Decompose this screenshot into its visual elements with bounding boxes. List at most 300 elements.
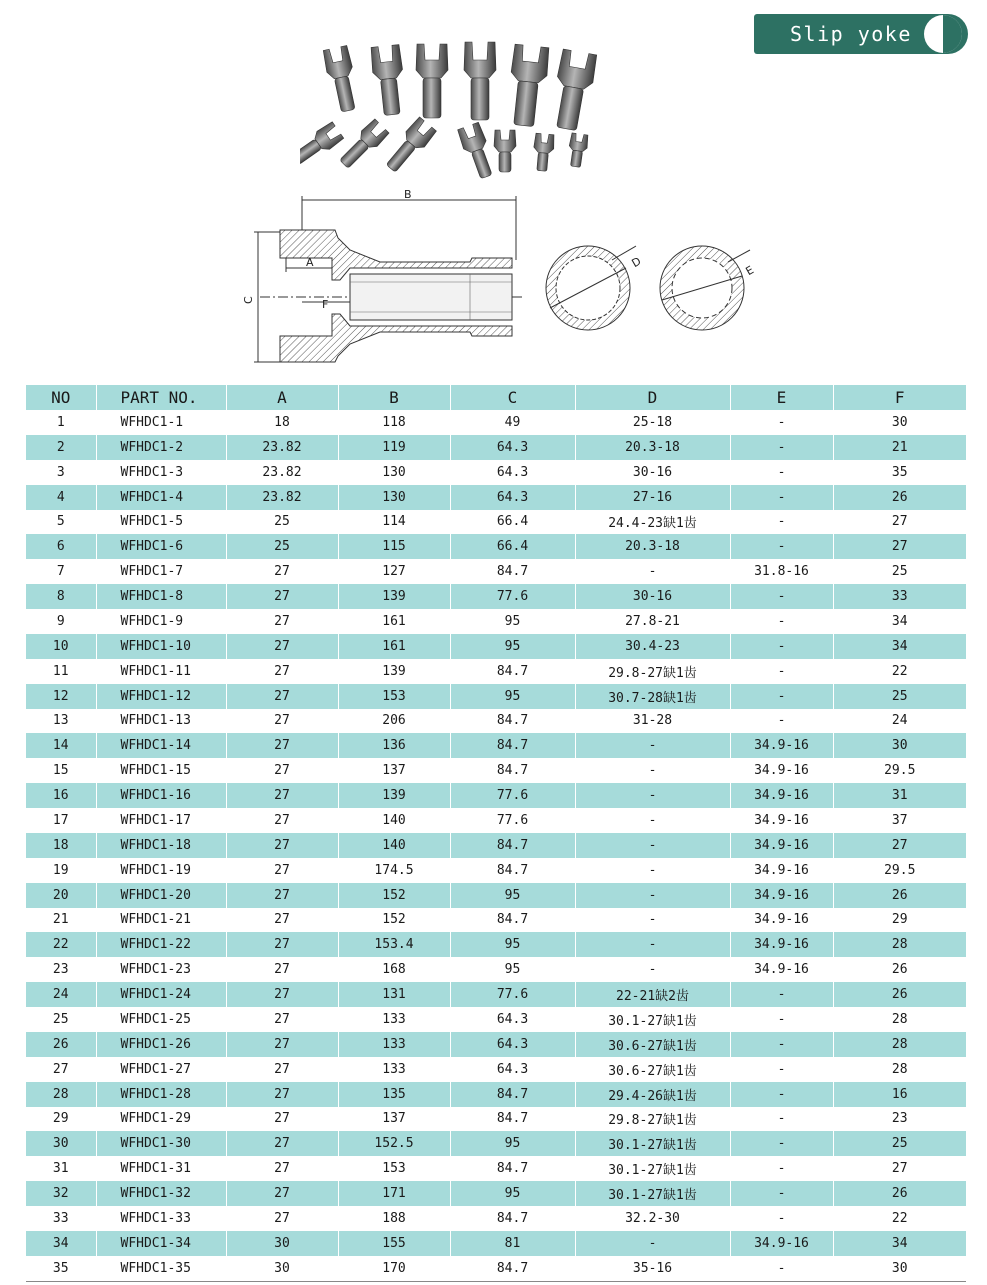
cell-no: 16 [26, 783, 96, 808]
cell-e: - [730, 1107, 833, 1132]
table-row [26, 1206, 966, 1231]
cell-b: 140 [338, 833, 450, 858]
cell-c: 64.3 [450, 1057, 575, 1082]
cell-d: 30.4-23 [575, 634, 730, 659]
cell-c: 66.4 [450, 510, 575, 535]
cell-c: 95 [450, 684, 575, 709]
cell-no: 30 [26, 1131, 96, 1156]
cell-c: 84.7 [450, 709, 575, 734]
cell-d: 20.3-18 [575, 534, 730, 559]
cell-d: 32.2-30 [575, 1206, 730, 1231]
cell-a: 27 [226, 609, 338, 634]
cell-a: 27 [226, 709, 338, 734]
cell-a: 30 [226, 1231, 338, 1256]
cell-no: 8 [26, 584, 96, 609]
cell-a: 27 [226, 1156, 338, 1181]
cell-b: 118 [338, 410, 450, 435]
table-row [26, 858, 966, 883]
cell-c: 77.6 [450, 783, 575, 808]
cell-a: 18 [226, 410, 338, 435]
cell-d: 24.4-23缺1齿 [575, 510, 730, 535]
table-row [26, 982, 966, 1007]
cell-b: 153.4 [338, 932, 450, 957]
cell-part-no: WFHDC1-9 [96, 609, 226, 634]
cell-c: 95 [450, 957, 575, 982]
table-body [26, 410, 966, 1281]
cell-e: 34.9-16 [730, 733, 833, 758]
cell-a: 27 [226, 908, 338, 933]
cell-d: - [575, 559, 730, 584]
cell-b: 136 [338, 733, 450, 758]
table-row [26, 485, 966, 510]
cell-f: 31 [833, 783, 966, 808]
cell-e: - [730, 1256, 833, 1281]
cell-f: 28 [833, 1057, 966, 1082]
cell-b: 130 [338, 485, 450, 510]
cell-no: 27 [26, 1057, 96, 1082]
cell-d: - [575, 758, 730, 783]
cell-c: 64.3 [450, 1007, 575, 1032]
cell-b: 152 [338, 908, 450, 933]
cell-c: 95 [450, 883, 575, 908]
cell-d: 30.1-27缺1齿 [575, 1181, 730, 1206]
cell-e: - [730, 584, 833, 609]
cell-part-no: WFHDC1-25 [96, 1007, 226, 1032]
table-row [26, 808, 966, 833]
cell-b: 137 [338, 758, 450, 783]
cell-c: 84.7 [450, 758, 575, 783]
cell-a: 27 [226, 634, 338, 659]
cell-no: 1 [26, 410, 96, 435]
cell-f: 34 [833, 609, 966, 634]
cell-c: 64.3 [450, 460, 575, 485]
cell-part-no: WFHDC1-34 [96, 1231, 226, 1256]
cell-b: 168 [338, 957, 450, 982]
table-row [26, 1131, 966, 1156]
header-no: NO [26, 385, 96, 410]
cell-part-no: WFHDC1-23 [96, 957, 226, 982]
cell-e: - [730, 1131, 833, 1156]
cell-a: 27 [226, 1206, 338, 1231]
cell-c: 77.6 [450, 808, 575, 833]
cell-d: - [575, 957, 730, 982]
cell-c: 84.7 [450, 833, 575, 858]
cell-part-no: WFHDC1-29 [96, 1107, 226, 1132]
table-row [26, 1156, 966, 1181]
cell-e: - [730, 510, 833, 535]
header-part-no: PART NO. [96, 385, 226, 410]
cell-e: 31.8-16 [730, 559, 833, 584]
cell-d: - [575, 883, 730, 908]
cell-part-no: WFHDC1-17 [96, 808, 226, 833]
cell-f: 28 [833, 1032, 966, 1057]
cell-part-no: WFHDC1-30 [96, 1131, 226, 1156]
cell-f: 25 [833, 1131, 966, 1156]
cell-b: 133 [338, 1057, 450, 1082]
cell-f: 23 [833, 1107, 966, 1132]
cell-part-no: WFHDC1-32 [96, 1181, 226, 1206]
cell-part-no: WFHDC1-33 [96, 1206, 226, 1231]
cell-no: 28 [26, 1082, 96, 1107]
cell-part-no: WFHDC1-31 [96, 1156, 226, 1181]
cell-a: 27 [226, 684, 338, 709]
table-row [26, 559, 966, 584]
cell-f: 29 [833, 908, 966, 933]
cell-a: 27 [226, 758, 338, 783]
cell-e: - [730, 982, 833, 1007]
cell-f: 26 [833, 485, 966, 510]
cell-b: 137 [338, 1107, 450, 1132]
cell-d: 30.1-27缺1齿 [575, 1131, 730, 1156]
cell-d: 29.4-26缺1齿 [575, 1082, 730, 1107]
cell-a: 27 [226, 733, 338, 758]
cell-d: - [575, 833, 730, 858]
cell-b: 174.5 [338, 858, 450, 883]
dim-label-d: D [629, 254, 644, 271]
cell-b: 139 [338, 659, 450, 684]
cell-f: 34 [833, 1231, 966, 1256]
cell-part-no: WFHDC1-13 [96, 709, 226, 734]
cell-b: 152.5 [338, 1131, 450, 1156]
technical-drawing [240, 190, 780, 375]
cell-b: 188 [338, 1206, 450, 1231]
table-row [26, 460, 966, 485]
cell-a: 27 [226, 783, 338, 808]
cell-c: 84.7 [450, 1082, 575, 1107]
cell-b: 153 [338, 1156, 450, 1181]
cell-a: 25 [226, 534, 338, 559]
cell-part-no: WFHDC1-2 [96, 435, 226, 460]
cell-f: 27 [833, 833, 966, 858]
cell-c: 77.6 [450, 584, 575, 609]
cell-a: 27 [226, 982, 338, 1007]
cell-no: 17 [26, 808, 96, 833]
cell-e: - [730, 1057, 833, 1082]
cell-f: 22 [833, 659, 966, 684]
table-row [26, 1057, 966, 1082]
cell-f: 24 [833, 709, 966, 734]
cell-no: 10 [26, 634, 96, 659]
cell-e: - [730, 435, 833, 460]
cell-a: 27 [226, 1032, 338, 1057]
cell-part-no: WFHDC1-12 [96, 684, 226, 709]
table-row [26, 1032, 966, 1057]
cell-f: 26 [833, 982, 966, 1007]
cell-f: 26 [833, 1181, 966, 1206]
table-row [26, 1256, 966, 1281]
cell-part-no: WFHDC1-7 [96, 559, 226, 584]
product-photo [300, 38, 610, 188]
cell-c: 95 [450, 1131, 575, 1156]
cell-c: 84.7 [450, 659, 575, 684]
table-row [26, 908, 966, 933]
cell-d: 30-16 [575, 584, 730, 609]
half-circle-icon [924, 15, 962, 53]
cell-no: 5 [26, 510, 96, 535]
cell-b: 130 [338, 460, 450, 485]
cell-e: 34.9-16 [730, 883, 833, 908]
cell-a: 27 [226, 584, 338, 609]
cell-c: 64.3 [450, 435, 575, 460]
cell-e: - [730, 1032, 833, 1057]
header-a: A [226, 385, 338, 410]
table-header-row [26, 385, 966, 410]
cell-e: - [730, 460, 833, 485]
cell-no: 12 [26, 684, 96, 709]
cell-part-no: WFHDC1-22 [96, 932, 226, 957]
cell-no: 26 [26, 1032, 96, 1057]
table-row [26, 932, 966, 957]
cell-no: 13 [26, 709, 96, 734]
cell-a: 25 [226, 510, 338, 535]
table-row [26, 957, 966, 982]
cell-e: 34.9-16 [730, 908, 833, 933]
cell-e: - [730, 534, 833, 559]
cell-a: 27 [226, 833, 338, 858]
cell-e: - [730, 609, 833, 634]
cell-c: 95 [450, 1181, 575, 1206]
cell-a: 30 [226, 1256, 338, 1281]
cell-f: 22 [833, 1206, 966, 1231]
cell-e: 34.9-16 [730, 758, 833, 783]
cell-d: 30.6-27缺1齿 [575, 1057, 730, 1082]
table-row [26, 1107, 966, 1132]
cell-c: 84.7 [450, 1206, 575, 1231]
table-row [26, 758, 966, 783]
cell-e: - [730, 634, 833, 659]
cell-no: 24 [26, 982, 96, 1007]
dim-label-a: A [306, 256, 314, 269]
cell-d: 25-18 [575, 410, 730, 435]
cell-f: 27 [833, 1156, 966, 1181]
cell-b: 114 [338, 510, 450, 535]
cell-a: 23.82 [226, 485, 338, 510]
cell-a: 27 [226, 1181, 338, 1206]
cell-part-no: WFHDC1-18 [96, 833, 226, 858]
cell-d: - [575, 858, 730, 883]
cell-b: 119 [338, 435, 450, 460]
cell-b: 133 [338, 1007, 450, 1032]
cell-no: 32 [26, 1181, 96, 1206]
cell-f: 30 [833, 410, 966, 435]
cell-no: 4 [26, 485, 96, 510]
cell-c: 84.7 [450, 559, 575, 584]
cell-c: 84.7 [450, 733, 575, 758]
cell-a: 27 [226, 1007, 338, 1032]
cell-d: 30-16 [575, 460, 730, 485]
cell-part-no: WFHDC1-21 [96, 908, 226, 933]
table-row [26, 659, 966, 684]
header-d: D [575, 385, 730, 410]
table-row [26, 584, 966, 609]
cell-no: 34 [26, 1231, 96, 1256]
cell-d: - [575, 783, 730, 808]
cell-no: 31 [26, 1156, 96, 1181]
cell-e: - [730, 485, 833, 510]
cell-b: 206 [338, 709, 450, 734]
cell-b: 139 [338, 783, 450, 808]
cell-d: 27.8-21 [575, 609, 730, 634]
cell-no: 20 [26, 883, 96, 908]
cell-c: 84.7 [450, 1156, 575, 1181]
cell-e: - [730, 659, 833, 684]
cell-f: 30 [833, 1256, 966, 1281]
cell-f: 25 [833, 684, 966, 709]
cell-f: 21 [833, 435, 966, 460]
cell-a: 27 [226, 808, 338, 833]
table-row [26, 609, 966, 634]
table-row [26, 1231, 966, 1256]
cell-d: 30.1-27缺1齿 [575, 1007, 730, 1032]
cell-d: - [575, 932, 730, 957]
cell-no: 11 [26, 659, 96, 684]
cell-part-no: WFHDC1-19 [96, 858, 226, 883]
cell-f: 29.5 [833, 758, 966, 783]
cell-a: 23.82 [226, 435, 338, 460]
cell-no: 14 [26, 733, 96, 758]
cell-no: 18 [26, 833, 96, 858]
table-row [26, 510, 966, 535]
table-row [26, 1082, 966, 1107]
header-c: C [450, 385, 575, 410]
cell-part-no: WFHDC1-16 [96, 783, 226, 808]
dim-label-e: E [743, 263, 757, 279]
cell-f: 26 [833, 957, 966, 982]
cell-a: 27 [226, 659, 338, 684]
cell-b: 171 [338, 1181, 450, 1206]
cell-b: 140 [338, 808, 450, 833]
cell-part-no: WFHDC1-26 [96, 1032, 226, 1057]
cell-part-no: WFHDC1-8 [96, 584, 226, 609]
cell-c: 84.7 [450, 1256, 575, 1281]
cell-d: 30.6-27缺1齿 [575, 1032, 730, 1057]
table-row [26, 435, 966, 460]
cell-f: 16 [833, 1082, 966, 1107]
cell-b: 155 [338, 1231, 450, 1256]
cell-b: 153 [338, 684, 450, 709]
cell-a: 27 [226, 1057, 338, 1082]
cell-no: 9 [26, 609, 96, 634]
table-row [26, 1007, 966, 1032]
cell-e: - [730, 684, 833, 709]
cell-b: 161 [338, 609, 450, 634]
cell-d: - [575, 808, 730, 833]
cell-d: 30.1-27缺1齿 [575, 1156, 730, 1181]
cell-no: 22 [26, 932, 96, 957]
cell-f: 28 [833, 932, 966, 957]
cell-d: 29.8-27缺1齿 [575, 659, 730, 684]
cell-d: 30.7-28缺1齿 [575, 684, 730, 709]
cell-no: 6 [26, 534, 96, 559]
table-row [26, 534, 966, 559]
cell-d: - [575, 908, 730, 933]
cell-part-no: WFHDC1-24 [96, 982, 226, 1007]
cell-c: 64.3 [450, 1032, 575, 1057]
cell-no: 3 [26, 460, 96, 485]
cell-b: 161 [338, 634, 450, 659]
cell-e: - [730, 1007, 833, 1032]
table-row [26, 733, 966, 758]
cell-part-no: WFHDC1-28 [96, 1082, 226, 1107]
cell-part-no: WFHDC1-15 [96, 758, 226, 783]
cell-e: 34.9-16 [730, 957, 833, 982]
cell-b: 133 [338, 1032, 450, 1057]
cell-f: 27 [833, 534, 966, 559]
spec-table [26, 385, 966, 1282]
cell-e: 34.9-16 [730, 808, 833, 833]
cell-d: 20.3-18 [575, 435, 730, 460]
cell-part-no: WFHDC1-4 [96, 485, 226, 510]
cell-a: 23.82 [226, 460, 338, 485]
cell-no: 2 [26, 435, 96, 460]
cell-d: 31-28 [575, 709, 730, 734]
cell-part-no: WFHDC1-3 [96, 460, 226, 485]
cell-part-no: WFHDC1-1 [96, 410, 226, 435]
cell-e: - [730, 1082, 833, 1107]
cell-d: 35-16 [575, 1256, 730, 1281]
cell-part-no: WFHDC1-35 [96, 1256, 226, 1281]
cell-b: 139 [338, 584, 450, 609]
cell-no: 29 [26, 1107, 96, 1132]
cell-no: 33 [26, 1206, 96, 1231]
cell-a: 27 [226, 858, 338, 883]
cell-part-no: WFHDC1-11 [96, 659, 226, 684]
cell-a: 27 [226, 957, 338, 982]
cell-no: 19 [26, 858, 96, 883]
cell-part-no: WFHDC1-20 [96, 883, 226, 908]
cell-c: 81 [450, 1231, 575, 1256]
cell-c: 95 [450, 609, 575, 634]
cell-f: 29.5 [833, 858, 966, 883]
cell-c: 84.7 [450, 1107, 575, 1132]
cell-d: 29.8-27缺1齿 [575, 1107, 730, 1132]
cell-b: 170 [338, 1256, 450, 1281]
cell-e: 34.9-16 [730, 932, 833, 957]
cell-c: 84.7 [450, 908, 575, 933]
header-b: B [338, 385, 450, 410]
cell-no: 35 [26, 1256, 96, 1281]
cell-c: 84.7 [450, 858, 575, 883]
cell-c: 66.4 [450, 534, 575, 559]
table-row [26, 883, 966, 908]
dim-label-c: C [242, 296, 255, 304]
header-e: E [730, 385, 833, 410]
cell-f: 26 [833, 883, 966, 908]
cell-part-no: WFHDC1-10 [96, 634, 226, 659]
cell-a: 27 [226, 883, 338, 908]
cell-b: 131 [338, 982, 450, 1007]
cell-a: 27 [226, 1131, 338, 1156]
cell-c: 64.3 [450, 485, 575, 510]
cell-a: 27 [226, 932, 338, 957]
table-row [26, 634, 966, 659]
cell-e: - [730, 410, 833, 435]
table-row [26, 709, 966, 734]
dim-label-b: B [404, 190, 412, 201]
cell-part-no: WFHDC1-5 [96, 510, 226, 535]
cell-c: 95 [450, 932, 575, 957]
cell-f: 27 [833, 510, 966, 535]
table-row [26, 1181, 966, 1206]
cell-b: 115 [338, 534, 450, 559]
header-f: F [833, 385, 966, 410]
cell-e: 34.9-16 [730, 783, 833, 808]
dim-label-f: F [322, 298, 329, 311]
cell-e: - [730, 709, 833, 734]
cell-part-no: WFHDC1-14 [96, 733, 226, 758]
table-row [26, 684, 966, 709]
cell-f: 37 [833, 808, 966, 833]
